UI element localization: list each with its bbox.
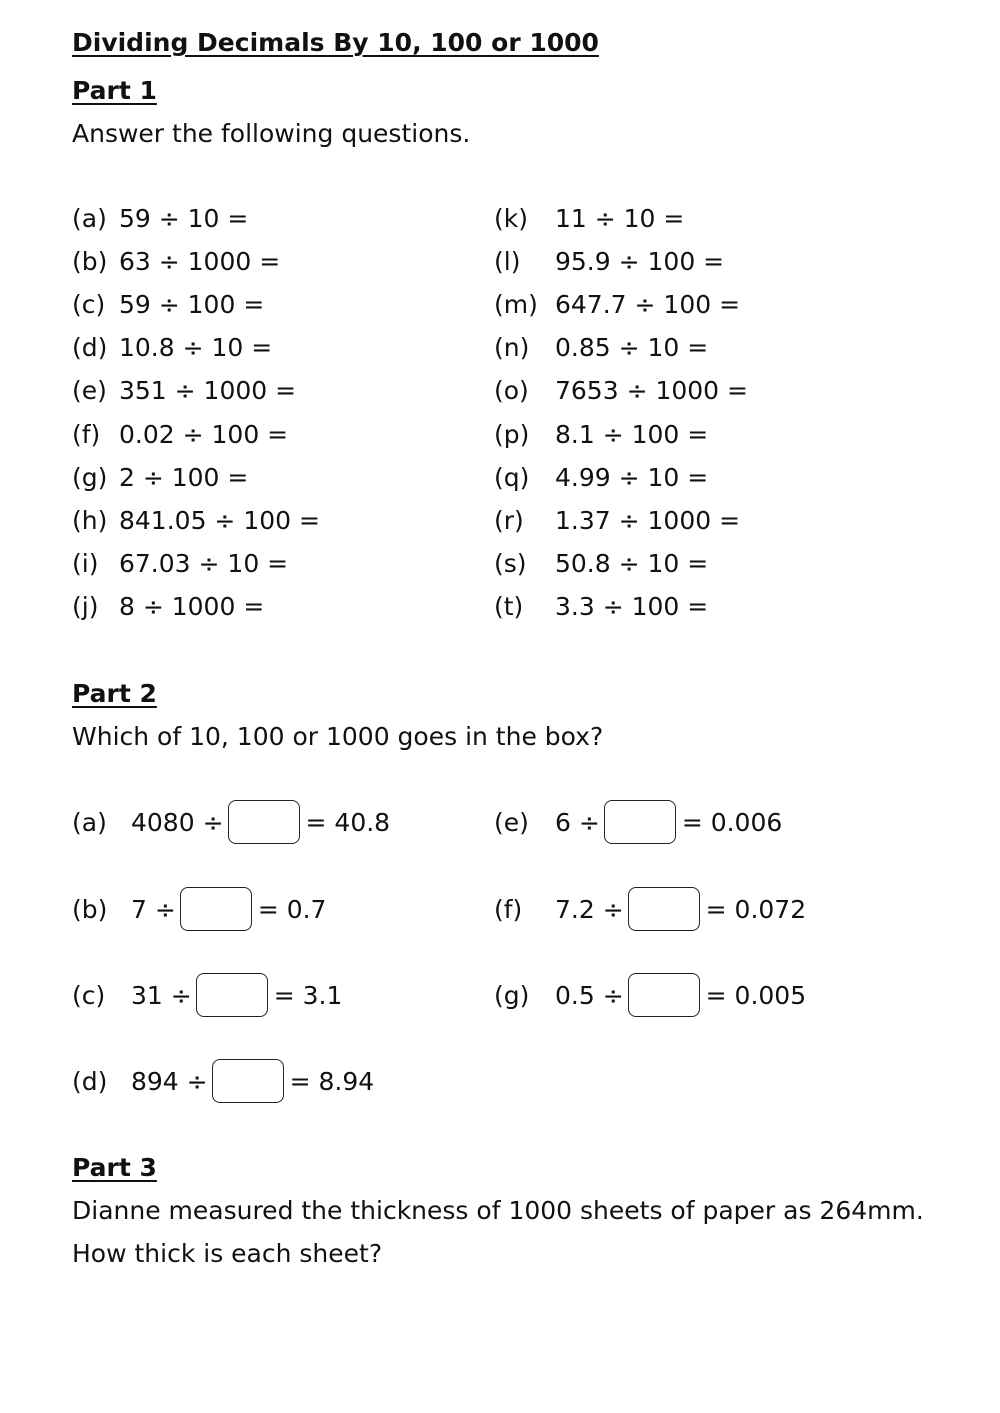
question-expression: 1.37 ÷ 1000 = bbox=[555, 505, 741, 535]
part1-question-k bbox=[494, 204, 684, 233]
question-expression: 2 ÷ 100 = bbox=[119, 462, 249, 492]
part1-question-p bbox=[494, 420, 708, 449]
question-label: (i) bbox=[72, 548, 99, 578]
question-expression: 647.7 ÷ 100 = bbox=[555, 290, 741, 320]
question-expression: 841.05 ÷ 100 = bbox=[119, 505, 320, 535]
question-expression: 0.85 ÷ 10 = bbox=[555, 333, 709, 363]
question-result: = 0.072 bbox=[705, 894, 807, 924]
part1-question-q bbox=[494, 463, 708, 492]
part1-question-n bbox=[494, 333, 708, 362]
question-label: (e) bbox=[72, 376, 107, 406]
question-expression: 4.99 ÷ 10 = bbox=[555, 462, 709, 492]
part1-question-s bbox=[494, 549, 708, 578]
part3-heading: Part 3 bbox=[72, 1153, 157, 1182]
part1-question-l bbox=[494, 247, 724, 276]
answer-box[interactable] bbox=[196, 973, 268, 1017]
question-result: = 3.1 bbox=[273, 980, 343, 1010]
question-dividend: 4080 ÷ bbox=[131, 807, 224, 837]
part2-question-e bbox=[494, 800, 782, 844]
question-dividend: 7 ÷ bbox=[131, 894, 176, 924]
part1-question-c bbox=[72, 290, 264, 319]
part1-question-r bbox=[494, 506, 740, 535]
question-result: = 8.94 bbox=[289, 1066, 375, 1096]
part1-question-f bbox=[72, 420, 288, 449]
part3-question-line2: How thick is each sheet? bbox=[72, 1239, 383, 1268]
answer-box[interactable] bbox=[212, 1059, 284, 1103]
answer-box[interactable] bbox=[228, 800, 300, 844]
question-expression: 63 ÷ 1000 = bbox=[119, 247, 281, 277]
question-result: = 40.8 bbox=[305, 807, 391, 837]
question-label: (d) bbox=[72, 1066, 108, 1096]
question-result: = 0.7 bbox=[257, 894, 327, 924]
question-expression: 59 ÷ 100 = bbox=[119, 290, 265, 320]
answer-box[interactable] bbox=[180, 887, 252, 931]
part2-question-f bbox=[494, 887, 806, 931]
question-dividend: 7.2 ÷ bbox=[555, 894, 624, 924]
question-expression: 351 ÷ 1000 = bbox=[119, 376, 297, 406]
question-label: (f) bbox=[494, 894, 523, 924]
question-expression: 10.8 ÷ 10 = bbox=[119, 333, 273, 363]
question-label: (t) bbox=[494, 591, 524, 621]
part2-question-a bbox=[72, 800, 390, 844]
question-expression: 11 ÷ 10 = bbox=[555, 204, 685, 233]
question-expression: 8 ÷ 1000 = bbox=[119, 591, 265, 621]
question-label: (c) bbox=[72, 980, 106, 1010]
part1-question-j bbox=[72, 592, 264, 621]
question-expression: 59 ÷ 10 = bbox=[119, 204, 249, 233]
question-label: (g) bbox=[72, 462, 108, 492]
question-label: (m) bbox=[494, 290, 538, 320]
question-dividend: 894 ÷ bbox=[131, 1066, 208, 1096]
question-dividend: 31 ÷ bbox=[131, 980, 192, 1010]
question-label: (a) bbox=[72, 204, 107, 233]
part2-heading: Part 2 bbox=[72, 679, 157, 708]
question-expression: 67.03 ÷ 10 = bbox=[119, 548, 289, 578]
part1-question-a bbox=[72, 204, 248, 233]
question-label: (s) bbox=[494, 548, 527, 578]
question-label: (p) bbox=[494, 419, 530, 449]
part1-question-b bbox=[72, 247, 280, 276]
part1-question-o bbox=[494, 376, 748, 405]
question-label: (c) bbox=[72, 290, 106, 320]
question-dividend: 6 ÷ bbox=[555, 807, 600, 837]
question-label: (q) bbox=[494, 462, 530, 492]
question-dividend: 0.5 ÷ bbox=[555, 980, 624, 1010]
question-label: (r) bbox=[494, 505, 524, 535]
question-label: (e) bbox=[494, 807, 529, 837]
question-expression: 0.02 ÷ 100 = bbox=[119, 419, 289, 449]
question-expression: 95.9 ÷ 100 = bbox=[555, 247, 725, 277]
part1-question-t bbox=[494, 592, 708, 621]
question-label: (d) bbox=[72, 333, 108, 363]
part3-question-line1: Dianne measured the thickness of 1000 sheets of paper as 264mm. bbox=[72, 1196, 924, 1225]
question-expression: 50.8 ÷ 10 = bbox=[555, 548, 709, 578]
question-label: (f) bbox=[72, 419, 101, 449]
part2-question-b bbox=[72, 887, 326, 931]
part1-question-g bbox=[72, 463, 248, 492]
part2-question-d bbox=[72, 1059, 374, 1103]
question-label: (g) bbox=[494, 980, 530, 1010]
part1-question-e bbox=[72, 376, 296, 405]
question-expression: 7653 ÷ 1000 = bbox=[555, 376, 748, 406]
question-label: (b) bbox=[72, 894, 108, 924]
answer-box[interactable] bbox=[628, 973, 700, 1017]
part1-question-i bbox=[72, 549, 288, 578]
question-label: (k) bbox=[494, 204, 528, 233]
question-label: (b) bbox=[72, 247, 108, 277]
question-label: (a) bbox=[72, 807, 107, 837]
question-label: (o) bbox=[494, 376, 529, 406]
question-result: = 0.005 bbox=[705, 980, 807, 1010]
question-label: (h) bbox=[72, 505, 108, 535]
question-label: (n) bbox=[494, 333, 530, 363]
question-expression: 3.3 ÷ 100 = bbox=[555, 591, 709, 621]
answer-box[interactable] bbox=[628, 887, 700, 931]
part1-question-h bbox=[72, 506, 320, 535]
worksheet-title: Dividing Decimals By 10, 100 or 1000 bbox=[72, 28, 599, 57]
part1-instruction: Answer the following questions. bbox=[72, 119, 471, 148]
answer-box[interactable] bbox=[604, 800, 676, 844]
part2-instruction: Which of 10, 100 or 1000 goes in the box? bbox=[72, 722, 604, 751]
part2-question-g bbox=[494, 973, 806, 1017]
question-label: (l) bbox=[494, 247, 521, 277]
part1-question-m bbox=[494, 290, 740, 319]
part1-heading: Part 1 bbox=[72, 76, 157, 105]
question-label: (j) bbox=[72, 591, 99, 621]
part2-question-c bbox=[72, 973, 342, 1017]
question-expression: 8.1 ÷ 100 = bbox=[555, 419, 709, 449]
part1-question-d bbox=[72, 333, 272, 362]
question-result: = 0.006 bbox=[681, 807, 783, 837]
